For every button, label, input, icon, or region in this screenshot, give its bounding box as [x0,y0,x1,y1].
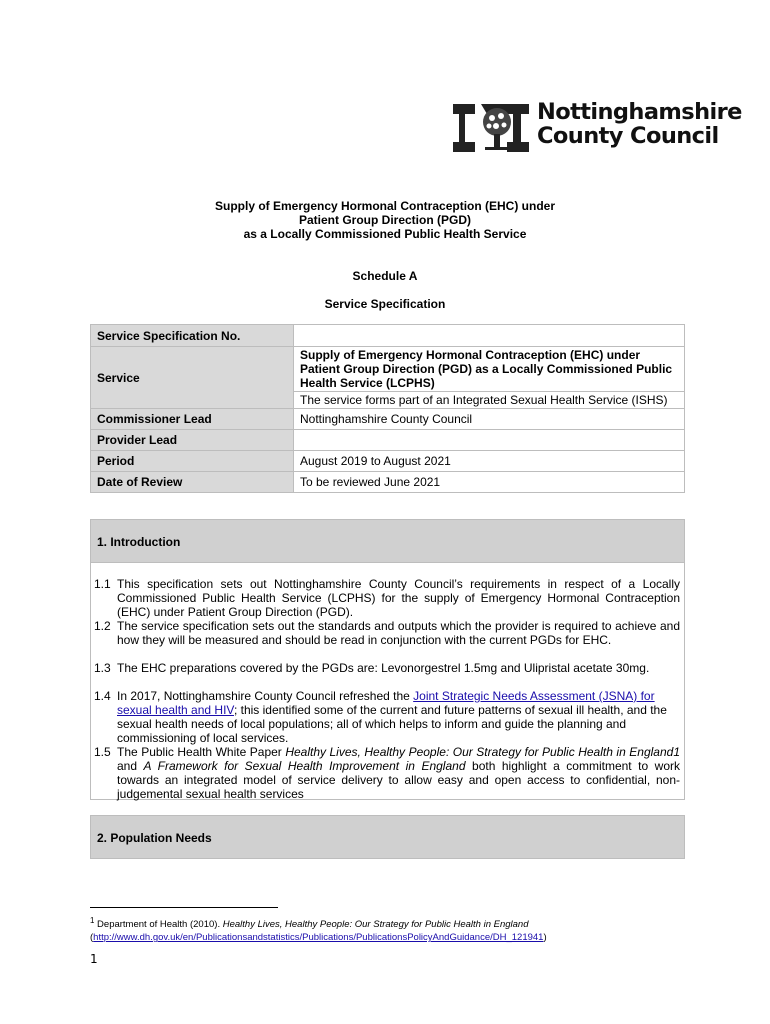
commissioner-value: Nottinghamshire County Council [294,409,685,430]
council-name [537,100,742,148]
table-row [91,430,685,451]
jsna-link[interactable]: Joint Strategic Needs Assessment (JSNA) for sexual health and HIV [117,689,655,718]
paragraph-number: 1.5 [94,745,111,759]
table-row [91,409,685,430]
document-title-line3: as a Locally Commissioned Public Health Service [243,227,527,241]
council-name-line1: Nottinghamshire [537,99,742,125]
text-run: Department of Health (2010). [94,919,223,931]
spec-no-value [294,325,685,347]
service-note: The service forms part of an Integrated Sexual Health Service (ISHS) [294,392,685,409]
paragraph-text [94,689,680,745]
text-run: In 2017, Nottinghamshire County Council refreshed the [117,689,414,703]
population-needs-heading: 2. Population Needs [90,815,685,859]
provider-value [294,430,685,451]
intro-paragraph-5 [94,745,680,801]
intro-paragraph-3 [94,661,680,675]
table-row [91,347,685,392]
text-run: ; this identified some of the current and future patterns of sexual ill health, and the sexual health needs of local populations; all of which helps to inform and guide the planning and commissioning of local services. [117,703,667,746]
text-run: and [117,759,144,774]
document-title-line1: Supply of Emergency Hormonal Contraception (EHC) under [214,199,556,213]
table-row [91,451,685,472]
service-spec-heading: Service Specification [324,297,446,311]
period-value: August 2019 to August 2021 [294,451,685,472]
review-value: To be reviewed June 2021 [294,472,685,493]
oak-tree-emblem-icon [451,100,531,156]
commissioner-label: Commissioner Lead [91,409,294,430]
paragraph-number: 1.3 [94,661,111,675]
text-run: ) [543,932,547,944]
text-run: ( [90,932,94,944]
introduction-heading: 1. Introduction [90,519,685,563]
paragraph-text: The service specification sets out the standards and outputs which the provider is required to achieve and how they will be measured and should be read in conjunction with the current PGDs for EHC. [117,619,680,648]
service-value: Supply of Emergency Hormonal Contraception (EHC) under Patient Group Direction (PGD) as a Locally Commissioned Public Health Service (LCPHS) [294,347,685,392]
text-run: The Public Health White Paper [117,745,286,759]
period-label: Period [91,451,294,472]
footnote-divider [90,907,278,908]
table-row [91,472,685,493]
paragraph-number: 1.4 [94,689,111,703]
page-number: 1 [90,952,98,966]
paragraph-text [94,745,680,801]
footnote-title: Healthy Lives, Healthy People: Our Strategy for Public Health in England [222,919,529,931]
service-spec-table [90,324,685,493]
table-row [91,325,685,347]
footnote [90,914,690,944]
footnote-line-2 [90,931,690,944]
paragraph-text: This specification sets out Nottinghamshire County Council’s requirements in respect of a Locally Commissioned Public Health Service (LCPHS) for the supply of Emergency Hormonal Contraception (EHC) under Patient Group Direction (PGD). [117,577,680,620]
text-run: both highlight a commitment to work towards an integrated model of service delivery to allow easy and open access to confidential, non-judgemental sexual health services [117,759,680,802]
footnote-line-1 [90,914,690,931]
paragraph-number: 1.1 [94,577,111,591]
paragraph-text: The EHC preparations covered by the PGDs are: Levonorgestrel 1.5mg and Ulipristal acetate 30mg. [117,661,650,675]
italic-title: Healthy Lives, Healthy People: Our Strategy for Public Health in England1 [285,745,680,759]
footnote-mark: 1 [90,916,95,925]
italic-title: A Framework for Sexual Health Improvement in England [143,759,466,774]
intro-paragraph-2 [94,619,680,647]
footnote-url-link[interactable]: http://www.dh.gov.uk/en/Publicationsandstatistics/Publications/PublicationsPolicyAndGuidance/DH_121941 [93,932,544,944]
paragraph-number: 1.2 [94,619,111,633]
schedule-heading: Schedule A [352,269,418,283]
review-label: Date of Review [91,472,294,493]
intro-paragraph-4 [94,689,680,745]
intro-paragraph-1 [94,577,680,619]
document-title-line2: Patient Group Direction (PGD) [298,213,471,227]
provider-label: Provider Lead [91,430,294,451]
spec-no-label: Service Specification No. [91,325,294,347]
service-label: Service [91,347,294,409]
council-name-line2: County Council [537,123,719,149]
